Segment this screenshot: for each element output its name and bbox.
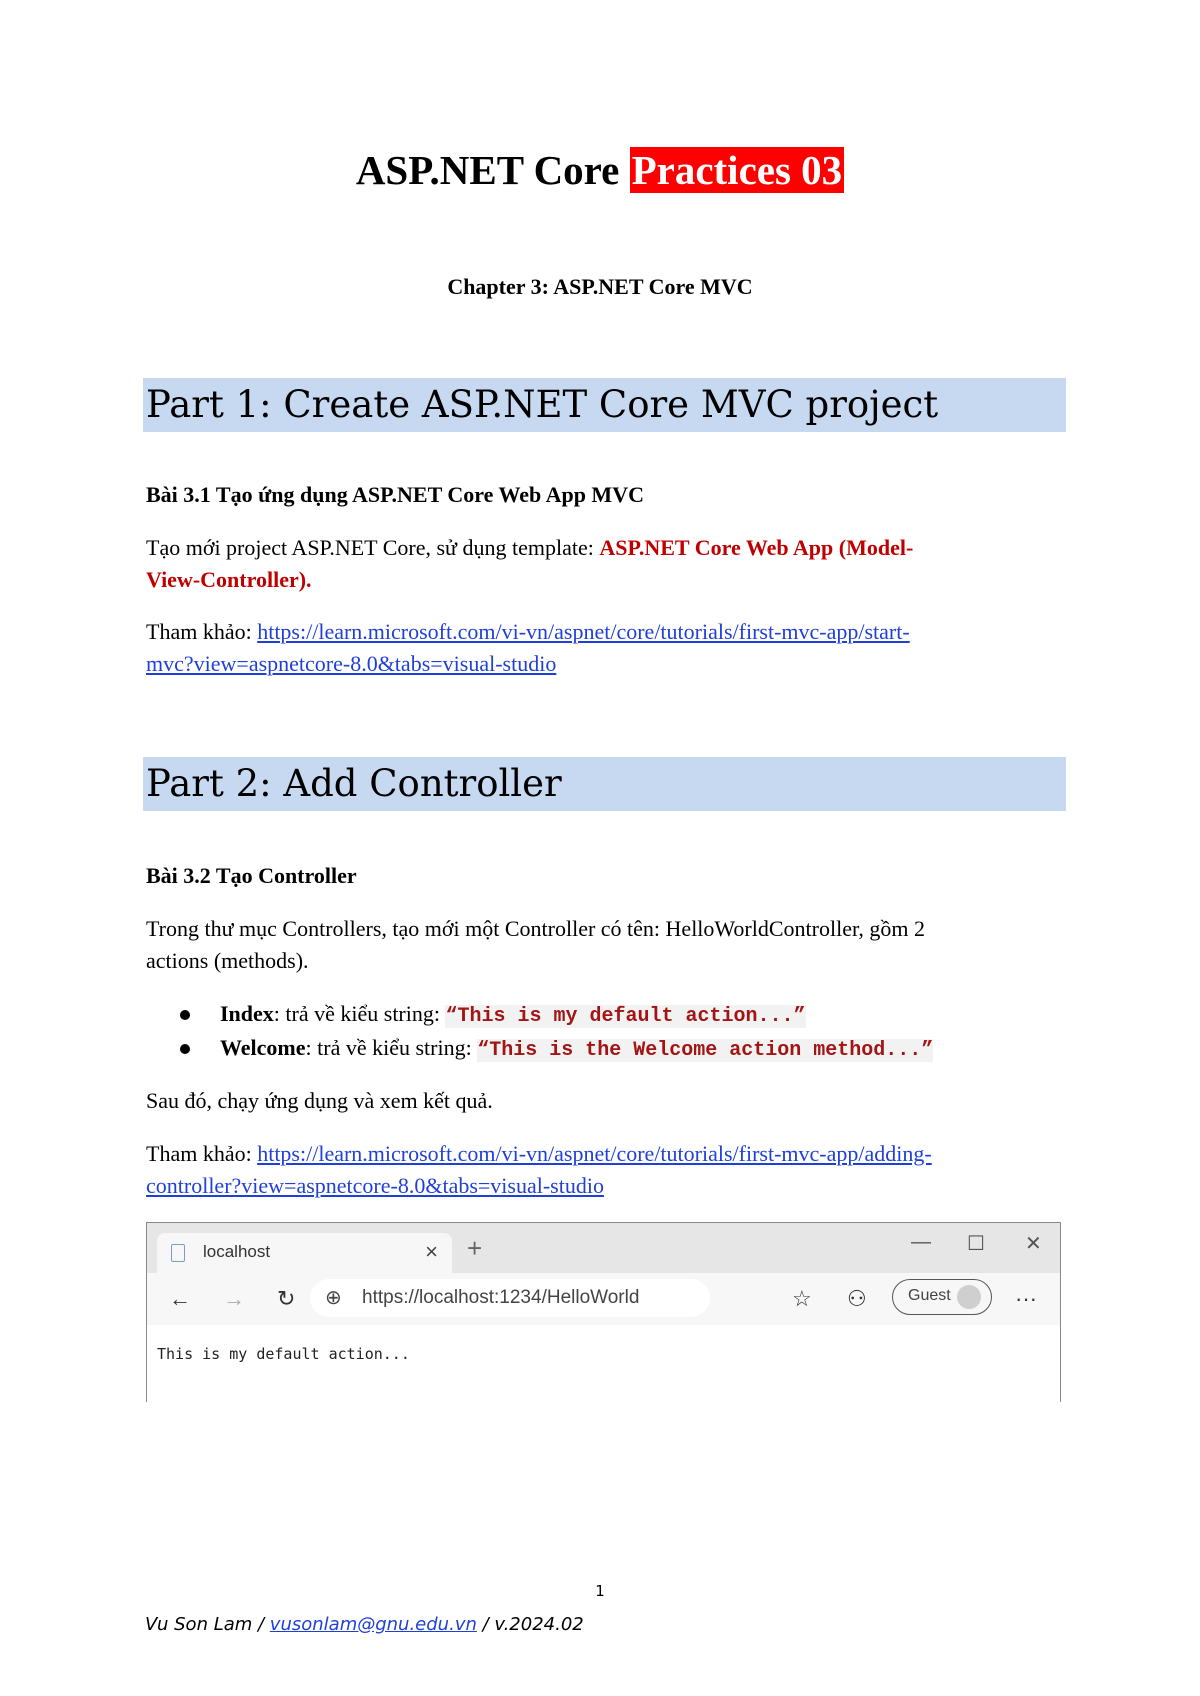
chapter-heading: Chapter 3: ASP.NET Core MVC <box>447 274 753 299</box>
page-number: 1 <box>595 1582 605 1600</box>
bullet-index-code: “This is my default action...” <box>445 1005 806 1028</box>
browser-tab[interactable] <box>157 1233 452 1273</box>
part1-desc-prefix: Tạo mới project ASP.NET Core, sử dụng template: <box>146 535 600 560</box>
part2-reference <box>146 1138 1066 1202</box>
exercise-3-1-title: Bài 3.1 Tạo ứng dụng ASP.NET Core Web App MVC <box>146 482 644 507</box>
avatar-icon <box>957 1285 981 1309</box>
tab-title: localhost <box>203 1242 271 1261</box>
bullet-dot <box>180 1010 190 1020</box>
footer-email-link[interactable]: vusonlam@gnu.edu.vn <box>269 1614 477 1635</box>
bullet-index-text: : trả về kiểu string: <box>273 1001 446 1026</box>
plus-icon[interactable]: + <box>467 1233 483 1263</box>
part2-heading: Part 2: Add Controller <box>143 757 1066 811</box>
collections-icon[interactable]: ⚇ <box>847 1286 867 1311</box>
footer-author: Vu Son Lam / <box>145 1614 270 1635</box>
browser-tab-bar <box>147 1223 1060 1273</box>
bullet-dot <box>180 1044 190 1054</box>
title-main: ASP.NET Core <box>355 147 630 193</box>
guest-profile-button[interactable] <box>892 1279 992 1315</box>
part2-ref-link-cont[interactable]: controller?view=aspnetcore-8.0&tabs=visual-studio <box>146 1173 604 1198</box>
back-arrow-icon[interactable]: ← <box>169 1286 191 1311</box>
window-close-icon[interactable]: ✕ <box>1025 1233 1042 1255</box>
browser-screenshot <box>146 1222 1061 1402</box>
browser-toolbar <box>147 1273 1060 1325</box>
bullet-welcome-text: : trả về kiểu string: <box>305 1035 478 1060</box>
part2-desc-line-1: Trong thư mục Controllers, tạo mới một Controller có tên: HelloWorldController, gồm 2 <box>146 916 926 941</box>
address-bar[interactable] <box>310 1279 710 1317</box>
more-options-icon[interactable]: ··· <box>1015 1286 1037 1311</box>
part1-description <box>146 532 1066 596</box>
title-highlight: Practices 03 <box>631 147 843 193</box>
browser-page-text: This is my default action... <box>157 1345 410 1363</box>
bullet-welcome-name: Welcome <box>220 1035 306 1060</box>
forward-arrow-icon[interactable]: → <box>223 1286 245 1311</box>
part1-reference <box>146 616 1066 680</box>
exercise-3-2-title: Bài 3.2 Tạo Controller <box>146 863 357 888</box>
part1-heading: Part 1: Create ASP.NET Core MVC project <box>143 378 1066 432</box>
page-icon <box>171 1244 185 1262</box>
close-icon[interactable]: × <box>425 1239 438 1264</box>
part2-desc-line-2: actions (methods). <box>146 948 309 973</box>
part1-template-name-cont: View-Controller). <box>146 567 312 592</box>
part2-after-text: Sau đó, chạy ứng dụng và xem kết quả. <box>146 1088 493 1113</box>
bullet-index <box>220 998 1060 1033</box>
part1-template-name: ASP.NET Core Web App (Model- <box>599 535 914 560</box>
part1-ref-link-cont[interactable]: mvc?view=aspnetcore-8.0&tabs=visual-studio <box>146 651 557 676</box>
part2-ref-label: Tham khảo: <box>146 1141 258 1166</box>
part1-ref-label: Tham khảo: <box>146 619 258 644</box>
refresh-icon[interactable]: ↻ <box>277 1286 296 1311</box>
part2-description <box>146 913 1066 977</box>
part1-ref-link[interactable]: https://learn.microsoft.com/vi-vn/aspnet/core/tutorials/first-mvc-app/start- <box>257 619 910 644</box>
minimize-icon[interactable]: — <box>911 1231 931 1253</box>
part2-ref-link[interactable]: https://learn.microsoft.com/vi-vn/aspnet/core/tutorials/first-mvc-app/adding- <box>257 1141 932 1166</box>
favorites-icon[interactable]: ☆ <box>792 1286 812 1311</box>
maximize-icon[interactable]: ☐ <box>967 1233 985 1255</box>
address-url: https://localhost:1234/HelloWorld <box>362 1287 640 1308</box>
footer-version: / v.2024.02 <box>476 1614 584 1635</box>
footer <box>145 1614 584 1635</box>
document-title <box>0 142 1200 198</box>
bullet-welcome-code: “This is the Welcome action method...” <box>477 1039 934 1062</box>
guest-label: Guest <box>908 1287 951 1304</box>
globe-icon: ⊕ <box>325 1287 342 1309</box>
bullet-welcome <box>220 1032 1060 1067</box>
bullet-index-name: Index <box>220 1001 274 1026</box>
